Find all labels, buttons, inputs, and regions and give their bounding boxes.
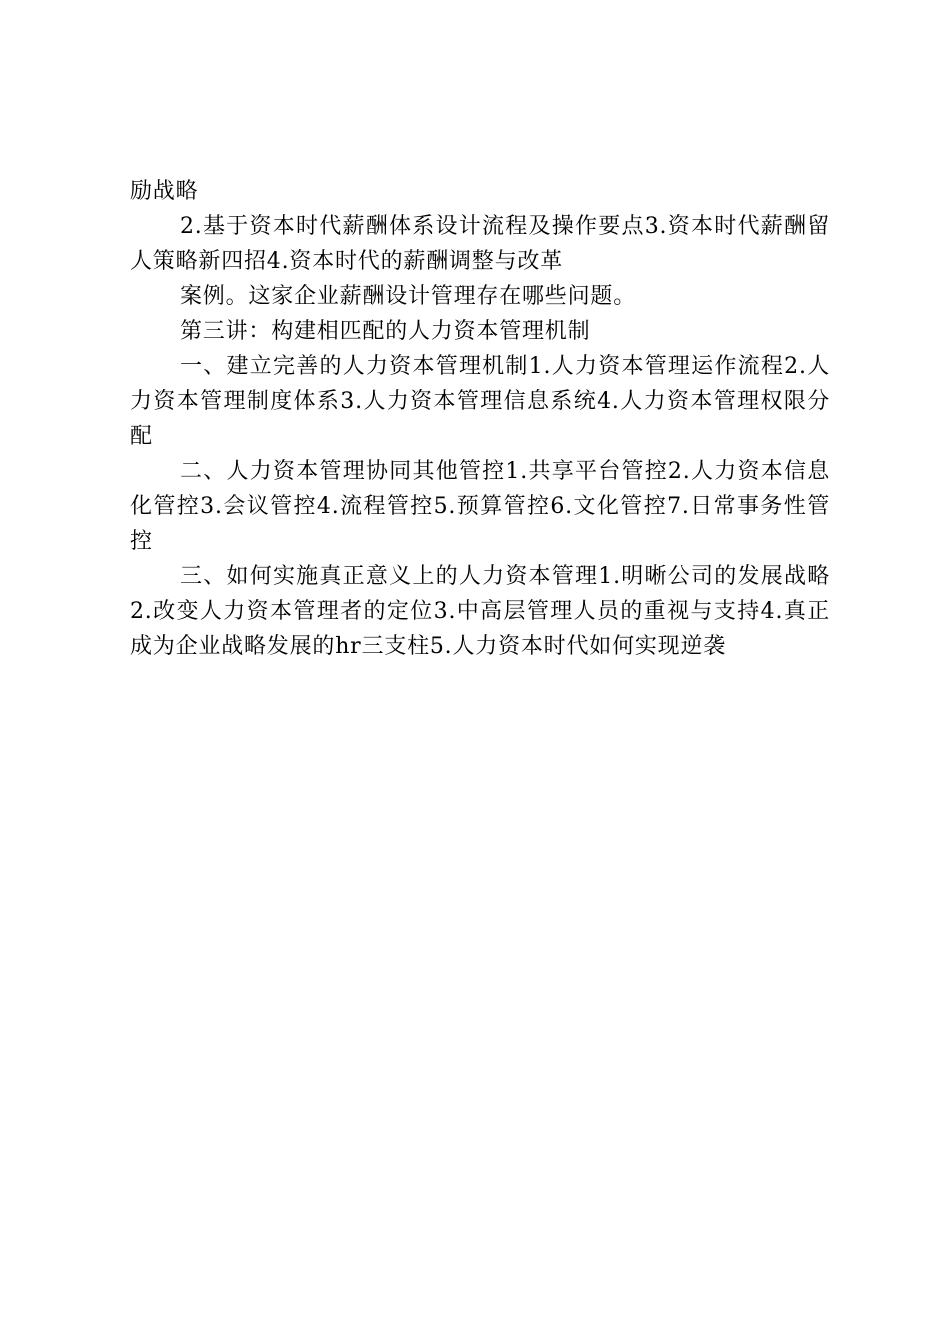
paragraph-section-three: 三、如何实施真正意义上的人力资本管理1.明晰公司的发展战略2.改变人力资本管理者的定位3.中高层管理人员的重视与支持4.真正成为企业战略发展的hr三支柱5.人力资本时代如何实现逆袭 bbox=[130, 564, 830, 659]
document-body bbox=[130, 174, 830, 664]
lecture-three-heading: 第三讲：构建相匹配的人力资本管理机制 bbox=[180, 319, 591, 344]
paragraph-section-two: 二、人力资本管理协同其他管控1.共享平台管控2.人力资本信息化管控3.会议管控4.流程管控5.预算管控6.文化管控7.日常事务性管控 bbox=[130, 459, 830, 554]
paragraph-case-study: 案例。这家企业薪酬设计管理存在哪些问题。 bbox=[180, 284, 637, 309]
paragraph-salary-design: 2.基于资本时代薪酬体系设计流程及操作要点3.资本时代薪酬留人策略新四招4.资本时代的薪酬调整与改革 bbox=[130, 214, 830, 274]
paragraph-section-one: 一、建立完善的人力资本管理机制1.人力资本管理运作流程2.人力资本管理制度体系3.人力资本管理信息系统4.人力资本管理权限分配 bbox=[130, 354, 830, 449]
paragraph-continuation: 励战略 bbox=[130, 179, 199, 204]
